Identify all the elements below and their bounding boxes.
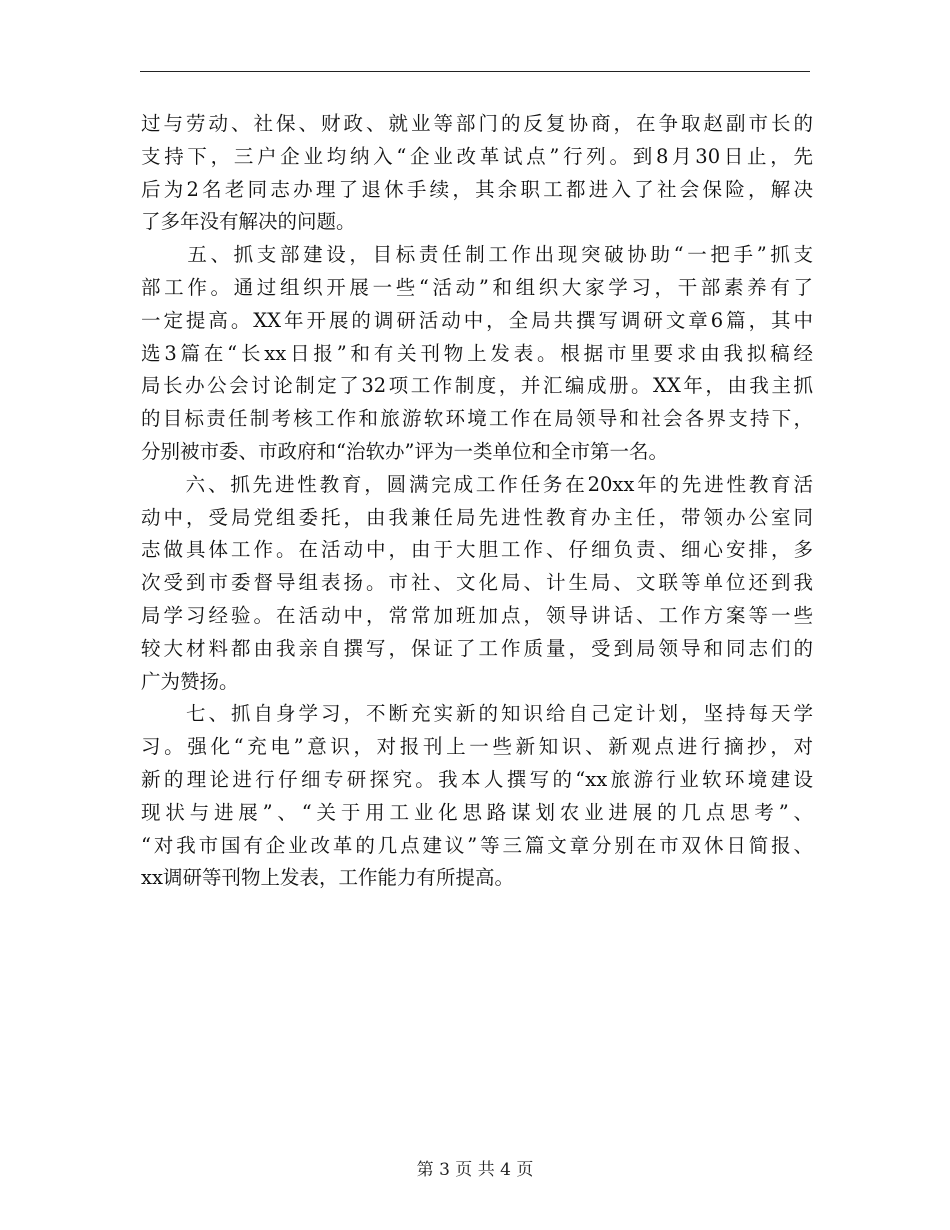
document-body bbox=[141, 108, 813, 895]
text-line: 局学习经验。在活动中，常常加班加点，领导讲话、工作方案等一些 bbox=[141, 603, 813, 627]
text-line: 五、抓支部建设，目标责任制工作出现突破协助“一把手”抓支 bbox=[141, 243, 813, 267]
text-line: 选3篇在“长xx日报”和有关刊物上发表。根据市里要求由我拟稿经 bbox=[141, 341, 813, 365]
text-line: “对我市国有企业改革的几点建议”等三篇文章分别在市双休日简报、 bbox=[141, 833, 813, 857]
text-line: 现状与进展”、“关于用工业化思路谋划农业进展的几点思考”、 bbox=[141, 800, 813, 824]
text-line: 分别被市委、市政府和“治软办”评为一类单位和全市第一名。 bbox=[141, 439, 668, 463]
text-line: 动中，受局党组委托，由我兼任局先进性教育办主任，带领办公室同 bbox=[141, 505, 813, 529]
text-line: 后为2名老同志办理了退休手续，其余职工都进入了社会保险，解决 bbox=[141, 177, 813, 201]
text-line: 的目标责任制考核工作和旅游软环境工作在局领导和社会各界支持下， bbox=[141, 407, 813, 431]
text-line: xx调研等刊物上发表，工作能力有所提高。 bbox=[141, 866, 514, 890]
text-line: 部工作。通过组织开展一些“活动”和组织大家学习，干部素养有了 bbox=[141, 275, 813, 299]
text-line: 局长办公会讨论制定了32项工作制度，并汇编成册。XX年，由我主抓 bbox=[141, 374, 813, 398]
text-line: 新的理论进行仔细专研探究。我本人撰写的“xx旅游行业软环境建设 bbox=[141, 767, 813, 791]
text-line: 过与劳动、社保、财政、就业等部门的反复协商，在争取赵副市长的 bbox=[141, 112, 813, 135]
text-line: 习。强化“充电”意识，对报刊上一些新知识、新观点进行摘抄，对 bbox=[141, 735, 813, 759]
text-line: 广为赞扬。 bbox=[141, 669, 239, 693]
text-line: 志做具体工作。在活动中，由于大胆工作、仔细负责、细心安排，多 bbox=[141, 538, 813, 562]
text-line: 次受到市委督导组表扬。市社、文化局、计生局、文联等单位还到我 bbox=[141, 571, 813, 595]
text-line: 七、抓自身学习，不断充实新的知识给自己定计划，坚持每天学 bbox=[141, 702, 813, 726]
page-footer: 第 3 页 共 4 页 bbox=[416, 1160, 534, 1180]
text-line: 较大材料都由我亲自撰写，保证了工作质量，受到局领导和同志们的 bbox=[141, 636, 813, 660]
text-line: 六、抓先进性教育，圆满完成工作任务在20xx年的先进性教育活 bbox=[141, 472, 813, 496]
text-line: 一定提高。XX年开展的调研活动中，全局共撰写调研文章6篇，其中 bbox=[141, 308, 813, 332]
header-rule bbox=[140, 71, 810, 72]
text-line: 支持下，三户企业均纳入“企业改革试点”行列。到8月30日止，先 bbox=[141, 144, 813, 168]
text-line: 了多年没有解决的问题。 bbox=[141, 210, 356, 234]
